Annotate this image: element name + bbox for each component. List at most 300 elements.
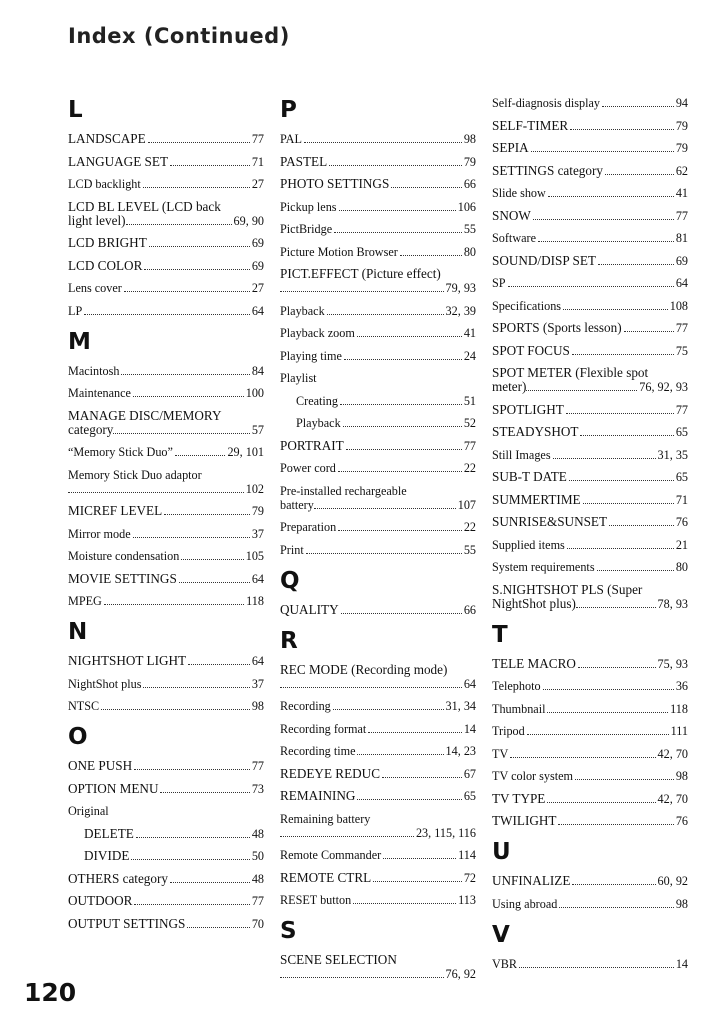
leader-dots <box>572 354 674 355</box>
index-page-ref: 64 <box>251 654 264 668</box>
index-page-ref: 31, 35 <box>657 447 688 462</box>
index-entry <box>492 747 688 761</box>
index-term: Picture Motion Browser <box>280 244 398 259</box>
index-page-ref: 77 <box>675 402 688 417</box>
index-term: LCD BL LEVEL (LCD back <box>68 198 221 214</box>
index-entry <box>68 594 264 608</box>
index-term: DIVIDE <box>84 848 130 863</box>
leader-dots <box>368 732 462 733</box>
leader-dots <box>547 802 655 803</box>
index-page-ref: 71 <box>251 154 264 169</box>
index-entry <box>280 394 476 408</box>
index-entry <box>492 448 688 462</box>
index-page-ref: 98 <box>463 132 476 146</box>
index-entry <box>280 416 476 430</box>
index-page-ref: 64 <box>251 303 264 318</box>
index-entry <box>492 792 688 806</box>
leader-dots <box>121 374 249 375</box>
index-term: REMOTE CTRL <box>280 869 372 885</box>
index-page-ref: 102 <box>245 481 264 496</box>
index-entry <box>492 276 688 290</box>
leader-dots <box>306 553 462 554</box>
index-page-ref: 118 <box>670 701 688 716</box>
leader-dots <box>353 903 456 904</box>
index-term: Remaining battery <box>280 811 371 826</box>
index-term: LANDSCAPE <box>68 131 146 146</box>
index-entry <box>280 349 476 363</box>
index-page-ref: 32, 39 <box>445 303 476 318</box>
index-term: TELE MACRO <box>492 655 576 671</box>
leader-dots <box>566 413 674 414</box>
index-page-ref: 41 <box>675 186 688 200</box>
index-page-ref: 76, 92, 93 <box>639 380 688 394</box>
index-entry <box>492 874 688 888</box>
index-term: Macintosh <box>68 363 120 378</box>
index-page-ref: 76 <box>675 814 688 828</box>
index-page-ref: 70 <box>251 916 264 931</box>
index-term: SETTINGS category <box>492 162 603 178</box>
index-term: NTSC <box>68 699 100 713</box>
index-term: Power cord <box>280 461 336 475</box>
index-term: SPORTS (Sports lesson) <box>492 320 622 335</box>
index-entry <box>492 724 688 738</box>
index-page-ref: 98 <box>675 896 688 911</box>
index-term: MPEG <box>68 594 102 608</box>
leader-dots <box>357 799 461 800</box>
index-term: OPTION MENU <box>68 780 159 796</box>
leader-dots <box>598 264 674 265</box>
leader-dots <box>572 884 655 885</box>
index-term: Playback <box>296 416 341 430</box>
index-term: STEADYSHOT <box>492 424 579 439</box>
leader-dots <box>519 967 674 968</box>
index-term: UNFINALIZE <box>492 873 571 888</box>
index-entry <box>68 849 264 863</box>
index-term: SPOT METER (Flexible spot <box>492 365 649 380</box>
index-term: SNOW <box>492 207 531 223</box>
index-entry <box>68 236 264 250</box>
leader-dots <box>134 769 250 770</box>
index-entry <box>492 583 688 611</box>
index-entry <box>280 812 476 840</box>
leader-dots <box>533 219 674 220</box>
index-term: OUTDOOR <box>68 893 133 908</box>
index-term: Recording format <box>280 721 367 736</box>
leader-dots <box>339 210 456 211</box>
index-term: Remote Commander <box>280 848 382 862</box>
leader-dots <box>143 187 250 188</box>
leader-dots <box>124 291 250 292</box>
leader-dots <box>104 604 244 605</box>
leader-dots <box>170 882 250 883</box>
leader-dots <box>391 187 462 188</box>
index-term: Using abroad <box>492 896 558 911</box>
leader-dots <box>133 537 250 538</box>
index-page-ref: 23, 115, 116 <box>415 825 476 840</box>
index-term: Playing time <box>280 348 342 363</box>
index-entry <box>492 96 688 110</box>
index-entry <box>492 560 688 574</box>
index-entry <box>492 366 688 394</box>
leader-dots <box>136 837 250 838</box>
index-term: System requirements <box>492 560 595 574</box>
index-term-continued: NightShot plus) <box>492 595 576 611</box>
index-entry <box>280 871 476 885</box>
index-entry <box>280 663 476 691</box>
index-entry <box>492 164 688 178</box>
index-term: RESET button <box>280 893 352 907</box>
index-entry <box>492 702 688 716</box>
index-entry <box>492 186 688 200</box>
index-term-continued: light level) <box>68 212 126 228</box>
index-entry <box>492 679 688 693</box>
index-page-ref: 76, 92 <box>445 967 476 981</box>
page-number: 120 <box>24 978 77 1007</box>
page-header-title: Index (Continued) <box>68 24 290 48</box>
index-term: Moisture condensation <box>68 549 180 563</box>
index-term: Recording time <box>280 744 356 758</box>
index-entry <box>492 119 688 133</box>
index-entry <box>280 484 476 512</box>
index-page-ref: 71 <box>675 492 688 507</box>
leader-dots <box>580 435 673 436</box>
index-term: TWILIGHT <box>492 813 557 828</box>
index-page-ref: 80 <box>463 244 476 259</box>
index-page-ref: 73 <box>251 781 264 796</box>
index-term: SPOT FOCUS <box>492 342 570 358</box>
index-entry <box>492 897 688 911</box>
index-page-ref: 79 <box>675 118 688 133</box>
index-entry <box>68 827 264 841</box>
leader-dots <box>538 241 674 242</box>
leader-dots <box>164 514 250 515</box>
leader-dots <box>338 471 462 472</box>
leader-dots <box>143 687 249 688</box>
leader-dots <box>609 525 674 526</box>
leader-dots <box>181 559 243 560</box>
leader-dots <box>148 142 250 143</box>
leader-dots <box>548 196 674 197</box>
index-entry <box>492 231 688 245</box>
index-entry <box>280 326 476 340</box>
section-letter-r: R <box>280 627 298 654</box>
index-term: SP <box>492 276 506 290</box>
index-column-2 <box>280 96 490 990</box>
leader-dots <box>101 709 250 710</box>
index-term: PASTEL <box>280 153 328 169</box>
index-term: Creating <box>296 393 338 408</box>
index-term: LCD COLOR <box>68 257 143 273</box>
index-entry <box>280 371 476 385</box>
index-entry <box>68 759 264 773</box>
index-column-1 <box>68 96 278 939</box>
leader-dots <box>558 824 673 825</box>
leader-dots <box>179 582 250 583</box>
index-page-ref: 79 <box>463 154 476 169</box>
index-entry <box>280 520 476 534</box>
index-page-ref: 48 <box>251 826 264 841</box>
leader-dots <box>527 734 669 735</box>
index-term: TV TYPE <box>492 790 546 806</box>
index-entry <box>68 677 264 691</box>
index-page-ref: 24 <box>463 348 476 363</box>
leader-dots <box>563 309 668 310</box>
index-entry <box>280 304 476 318</box>
index-page-ref: 42, 70 <box>657 791 688 806</box>
index-entry <box>492 769 688 783</box>
index-term: REMAINING <box>280 788 356 803</box>
index-entry <box>492 814 688 828</box>
index-page-ref: 65 <box>463 789 476 803</box>
index-term: Playlist <box>280 371 317 385</box>
index-entry <box>68 654 264 668</box>
index-entry <box>68 386 264 400</box>
index-term: TV color system <box>492 769 574 783</box>
index-entry <box>280 744 476 758</box>
index-term: “Memory Stick Duo” <box>68 445 173 459</box>
index-page-ref: 113 <box>458 893 476 907</box>
index-page-ref: 72 <box>463 870 476 885</box>
index-entry <box>280 767 476 781</box>
section-letter-q: Q <box>280 567 300 594</box>
leader-dots <box>357 754 443 755</box>
index-term: SOUND/DISP SET <box>492 252 596 268</box>
index-term: Playback zoom <box>280 326 355 340</box>
leader-dots <box>343 426 462 427</box>
index-entry <box>492 403 688 417</box>
leader-dots <box>340 404 462 405</box>
leader-dots <box>144 269 249 270</box>
index-page-ref: 21 <box>675 537 688 552</box>
leader-dots <box>559 907 673 908</box>
index-entry <box>68 200 264 228</box>
leader-dots <box>531 151 674 152</box>
index-term: Pickup lens <box>280 199 337 214</box>
index-term: SELF-TIMER <box>492 117 569 133</box>
leader-dots <box>84 314 250 315</box>
index-page-ref: 118 <box>246 594 264 608</box>
index-page-ref: 75 <box>675 343 688 358</box>
index-page-ref: 79 <box>675 141 688 155</box>
index-page-ref: 51 <box>463 393 476 408</box>
section-letter-s: S <box>280 918 297 944</box>
leader-dots <box>570 129 674 130</box>
index-term: SCENE SELECTION <box>280 952 397 967</box>
index-entry <box>280 461 476 475</box>
index-entry <box>492 470 688 484</box>
index-entry <box>68 304 264 318</box>
index-page-ref: 42, 70 <box>657 746 688 761</box>
index-entry <box>280 439 476 453</box>
index-page-ref: 31, 34 <box>445 699 476 713</box>
index-page-ref: 57 <box>251 422 264 437</box>
index-entry <box>68 445 264 459</box>
leader-dots <box>333 709 444 710</box>
leader-dots <box>547 712 668 713</box>
index-entry <box>68 782 264 796</box>
leader-dots <box>382 777 462 778</box>
index-entry <box>68 549 264 563</box>
index-term: Slide show <box>492 186 546 200</box>
index-entry <box>68 259 264 273</box>
index-entry <box>68 364 264 378</box>
index-term: ONE PUSH <box>68 758 133 773</box>
index-entry <box>68 804 264 818</box>
index-term: OTHERS category <box>68 870 168 886</box>
index-term: Self-diagnosis display <box>492 96 600 110</box>
section-letter-m: M <box>68 328 91 355</box>
index-term: Telephoto <box>492 679 541 693</box>
leader-dots <box>575 779 674 780</box>
index-entry <box>492 254 688 268</box>
leader-dots <box>605 174 674 175</box>
leader-dots <box>113 433 249 434</box>
index-page-ref: 55 <box>463 542 476 557</box>
index-page-ref: 22 <box>463 520 476 534</box>
index-term: REC MODE (Recording mode) <box>280 661 448 677</box>
index-entry <box>68 504 264 518</box>
index-column-3 <box>492 96 702 979</box>
index-page-ref: 60, 92 <box>657 874 688 888</box>
index-term: TV <box>492 746 509 761</box>
index-term: Print <box>280 542 304 557</box>
index-term: Original <box>68 804 109 818</box>
leader-dots <box>133 396 244 397</box>
index-entry <box>492 493 688 507</box>
leader-dots <box>346 449 462 450</box>
index-entry <box>280 603 476 617</box>
index-page-ref: 62 <box>675 163 688 178</box>
index-page-ref: 77 <box>251 759 264 773</box>
index-page-ref: 48 <box>251 871 264 886</box>
index-term: LANGUAGE SET <box>68 153 168 169</box>
index-term-continued: battery <box>280 497 314 512</box>
index-term: OUTPUT SETTINGS <box>68 915 186 931</box>
section-letter-t: T <box>492 621 508 648</box>
index-page-ref: 77 <box>251 132 264 146</box>
index-page-ref: 65 <box>675 470 688 484</box>
leader-dots <box>327 314 444 315</box>
index-term: NIGHTSHOT LIGHT <box>68 653 187 668</box>
index-term: VBR <box>492 956 518 971</box>
index-page-ref: 76 <box>675 515 688 529</box>
index-entry <box>280 848 476 862</box>
index-term: PAL <box>280 132 302 146</box>
index-entry <box>280 177 476 191</box>
leader-dots <box>149 246 250 247</box>
index-entry <box>280 789 476 803</box>
index-page-ref: 64 <box>675 276 688 290</box>
index-entry <box>280 543 476 557</box>
index-entry <box>280 953 476 981</box>
index-term: SUMMERTIME <box>492 491 581 507</box>
index-entry <box>68 894 264 908</box>
index-page-ref: 77 <box>463 438 476 453</box>
index-page-ref: 77 <box>675 321 688 335</box>
leader-dots <box>373 881 462 882</box>
index-entry <box>492 425 688 439</box>
index-page-ref: 75, 93 <box>657 656 688 671</box>
index-page-ref: 22 <box>463 461 476 475</box>
leader-dots <box>126 224 232 225</box>
index-page-ref: 77 <box>675 208 688 223</box>
index-page-ref: 37 <box>251 526 264 541</box>
index-entry <box>280 132 476 146</box>
index-term: SUNRISE&SUNSET <box>492 514 608 529</box>
section-letter-l: L <box>68 97 83 123</box>
index-page-ref: 107 <box>457 497 476 512</box>
index-page-ref: 41 <box>463 326 476 340</box>
index-term: NightShot plus <box>68 676 142 691</box>
leader-dots <box>170 165 250 166</box>
leader-dots <box>175 455 226 456</box>
index-page-ref: 37 <box>251 676 264 691</box>
index-entry <box>68 281 264 295</box>
index-entry <box>68 572 264 586</box>
index-term: Still Images <box>492 447 551 462</box>
index-page-ref: 100 <box>245 386 264 400</box>
index-page-ref: 55 <box>463 222 476 236</box>
section-letter-p: P <box>280 97 297 123</box>
index-entry <box>280 893 476 907</box>
index-term: Playback <box>280 303 325 318</box>
index-entry <box>492 344 688 358</box>
index-entry <box>280 200 476 214</box>
index-page-ref: 94 <box>675 96 688 110</box>
index-page-ref: 78, 93 <box>657 596 688 611</box>
index-term: PHOTO SETTINGS <box>280 176 390 191</box>
leader-dots <box>602 106 674 107</box>
index-term: Tripod <box>492 724 525 738</box>
index-page-ref: 27 <box>251 177 264 191</box>
leader-dots <box>508 286 674 287</box>
index-entry <box>280 222 476 236</box>
index-page-ref: 79 <box>251 504 264 518</box>
leader-dots <box>338 530 462 531</box>
index-page-ref: 66 <box>463 602 476 617</box>
index-page-ref: 98 <box>675 769 688 783</box>
index-entry <box>492 299 688 313</box>
index-page-ref: 14 <box>463 721 476 736</box>
index-page-ref: 66 <box>463 177 476 191</box>
index-page-ref: 80 <box>675 560 688 574</box>
index-page-ref: 14 <box>675 956 688 971</box>
index-term: LCD backlight <box>68 177 141 191</box>
index-term: PORTRAIT <box>280 437 344 453</box>
leader-dots <box>134 904 249 905</box>
leader-dots <box>578 667 656 668</box>
index-page-ref: 98 <box>251 699 264 713</box>
index-entry <box>492 515 688 529</box>
leader-dots <box>526 390 637 391</box>
index-term: Software <box>492 231 536 245</box>
index-term: Recording <box>280 699 331 713</box>
leader-dots <box>334 232 462 233</box>
section-letter-n: N <box>68 619 88 645</box>
index-entry <box>68 132 264 146</box>
index-entry <box>68 409 264 437</box>
index-entry <box>280 155 476 169</box>
index-page-ref: 29, 101 <box>227 445 264 459</box>
index-entry <box>68 177 264 191</box>
index-page-ref: 64 <box>463 676 476 691</box>
index-entry <box>492 538 688 552</box>
index-page-ref: 52 <box>463 416 476 430</box>
index-entry <box>68 155 264 169</box>
section-letter-u: U <box>492 839 511 865</box>
index-page-ref: 69, 90 <box>233 213 264 228</box>
leader-dots <box>341 613 462 614</box>
